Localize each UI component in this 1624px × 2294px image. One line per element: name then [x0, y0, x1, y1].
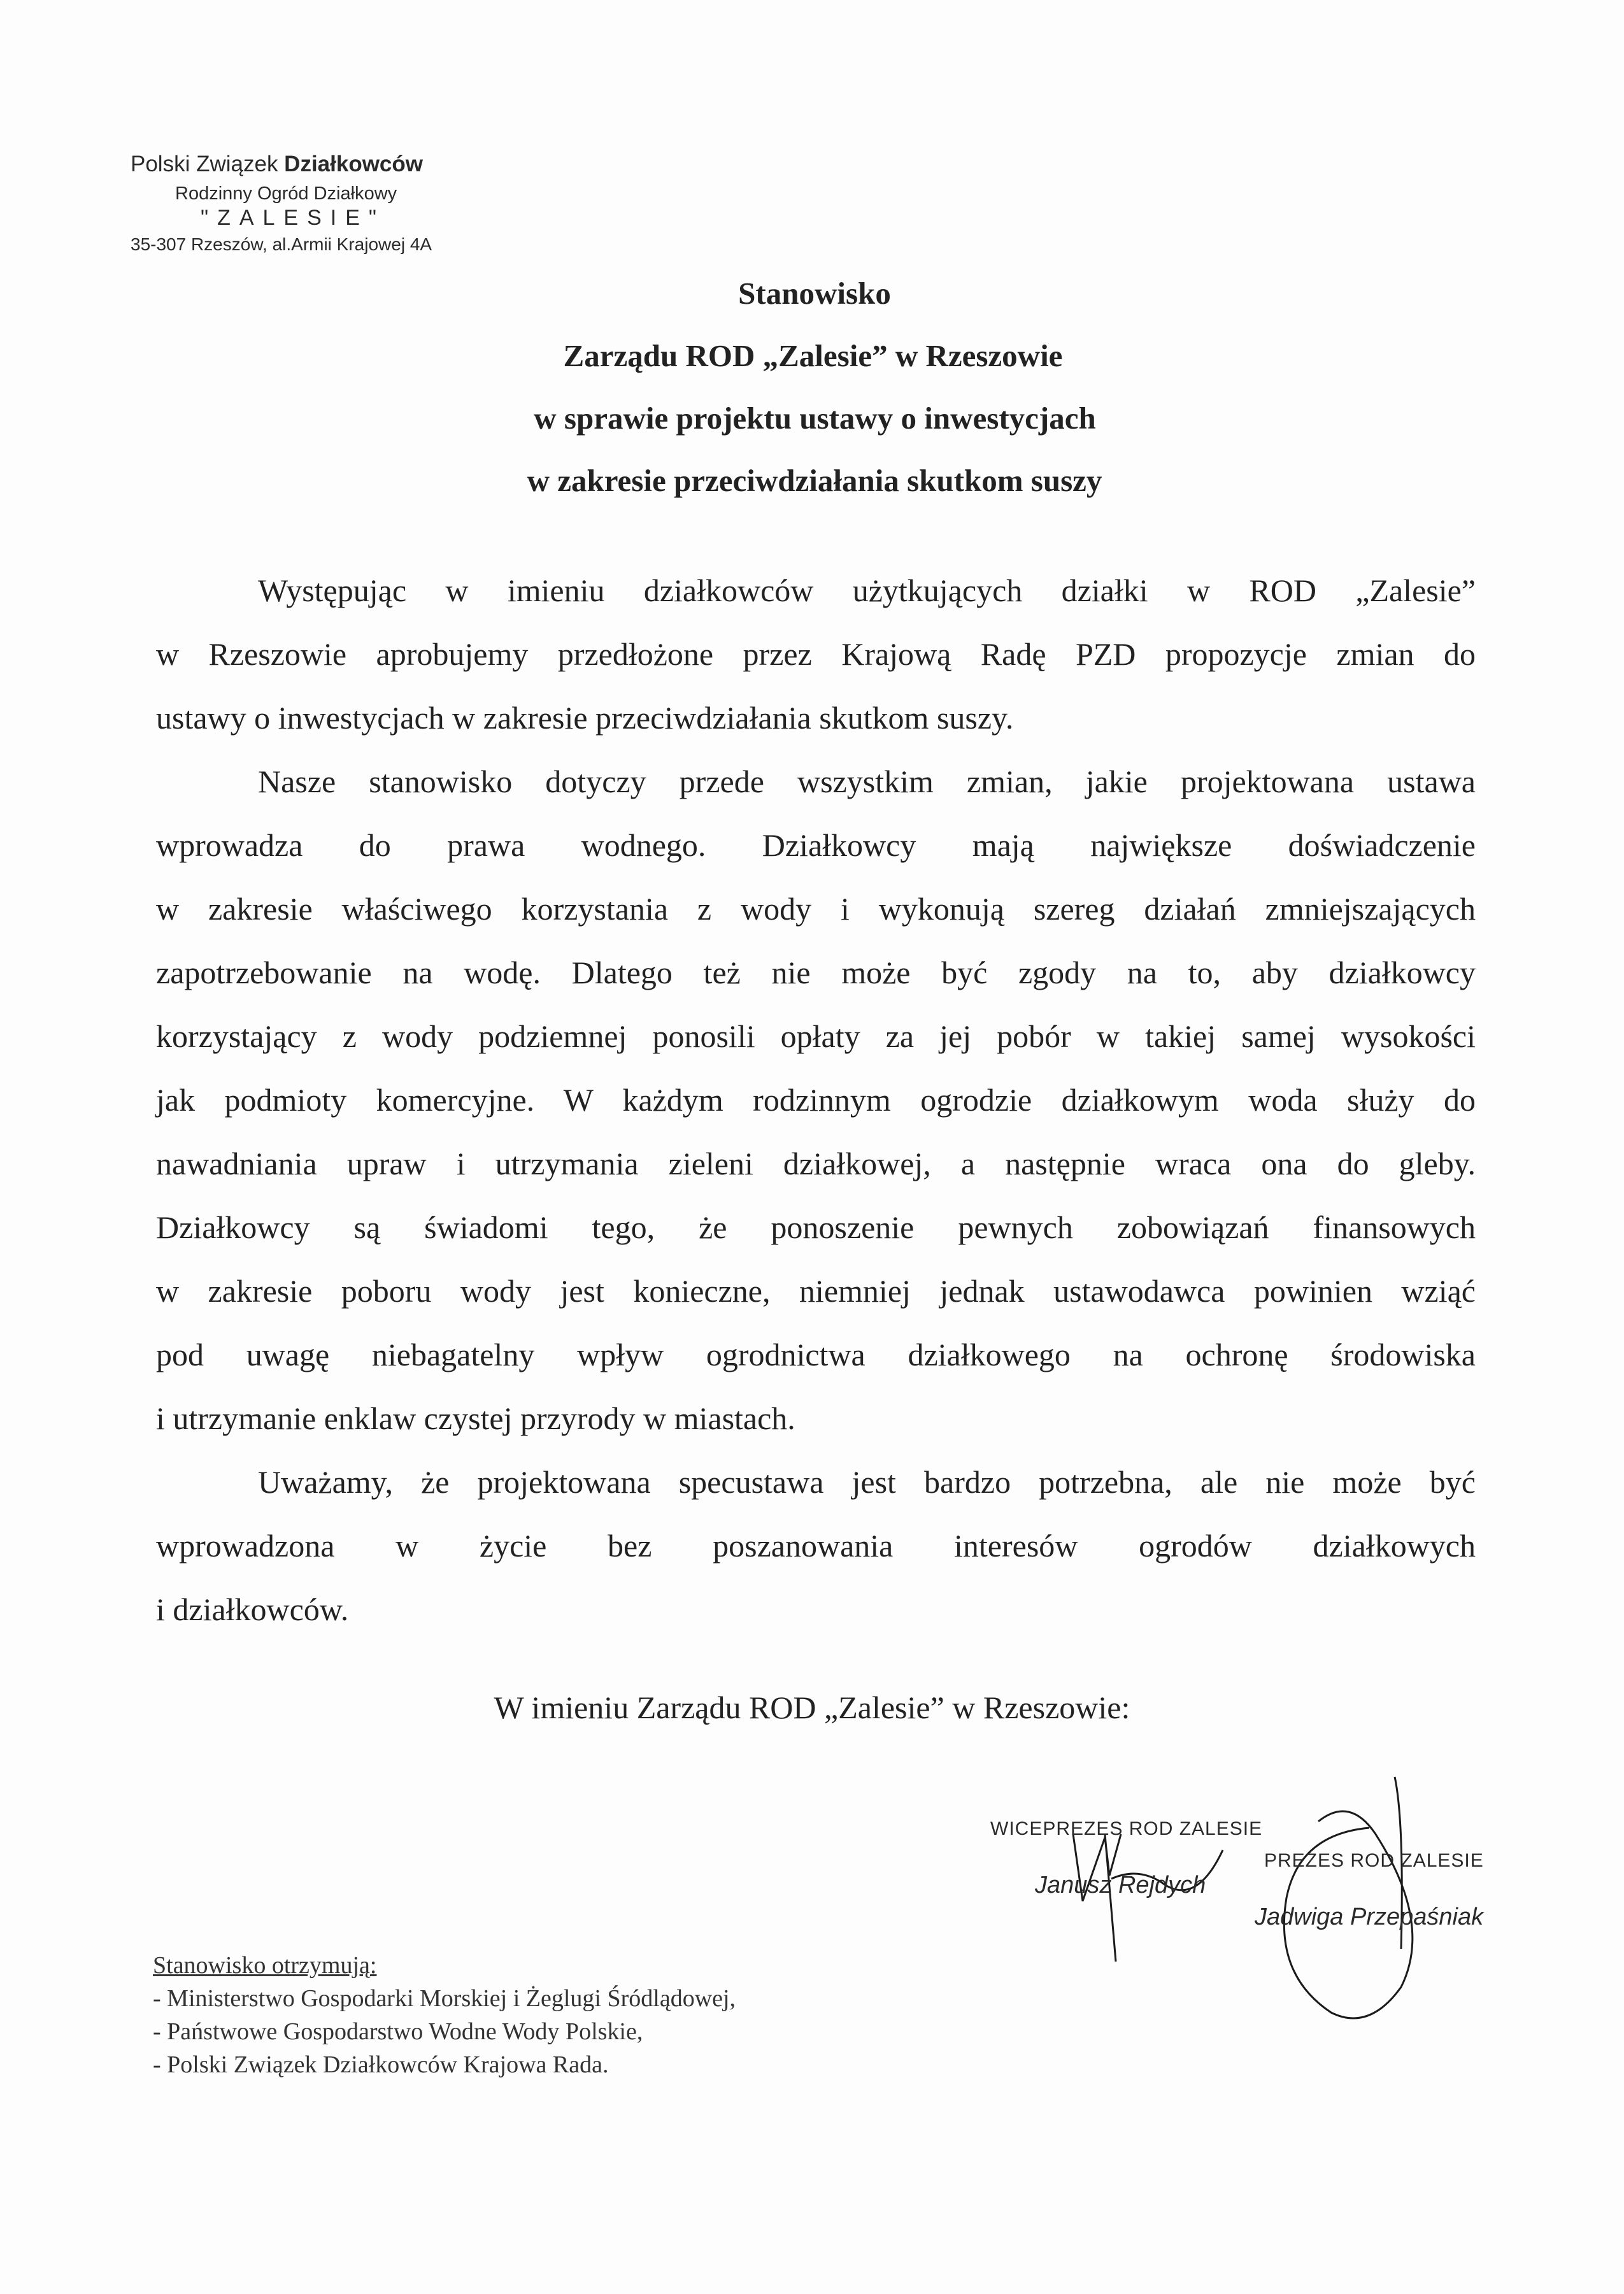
- closing-line: W imieniu Zarządu ROD „Zalesie” w Rzeszowie:: [494, 1690, 1130, 1725]
- signature-president-name: Jadwiga Przepaśniak: [1255, 1904, 1484, 1930]
- recipients-list: [153, 1949, 736, 2081]
- paragraph-2-line: korzystający z wody podziemnej ponosili opłaty za jej pobór w takiej samej wysokości: [156, 1018, 1476, 1054]
- signature-vice-president: [990, 1818, 1262, 1899]
- paragraph-2-line: i utrzymanie enklaw czystej przyrody w miastach.: [156, 1400, 795, 1436]
- paragraph-1-line: w Rzeszowie aprobujemy przedłożone przez Krajową Radę PZD propozycje zmian do: [156, 636, 1476, 672]
- paragraph-2-line: wprowadza do prawa wodnego. Działkowcy mają największe doświadczenie: [156, 827, 1476, 863]
- paragraph-2-line: jak podmioty komercyjne. W każdym rodzinnym ogrodzie działkowym woda służy do: [156, 1082, 1476, 1118]
- signature-president: [1255, 1850, 1484, 1931]
- stamp-line-3: "ZALESIE": [201, 206, 385, 230]
- document-subtitle-line-3: w zakresie przeciwdziałania skutkom suszy: [527, 463, 1102, 498]
- paragraph-2-line: pod uwagę niebagatelny wpływ ogrodnictwa działkowego na ochronę środowiska: [156, 1337, 1476, 1372]
- paragraph-2-line: zapotrzebowanie na wodę. Dlatego też nie może być zgody na to, aby działkowcy: [156, 955, 1476, 990]
- paragraph-2-line: Działkowcy są świadomi tego, że ponoszenie pewnych zobowiązań finansowych: [156, 1209, 1476, 1245]
- paragraph-3-line: Uważamy, że projektowana specustawa jest bardzo potrzebna, ale nie może być: [258, 1464, 1476, 1500]
- document-title: Stanowisko: [738, 276, 891, 311]
- paragraph-3-line: i działkowców.: [156, 1592, 349, 1627]
- recipient-item: - Ministerstwo Gospodarki Morskiej i Żeglugi Śródlądowej,: [153, 1985, 736, 2012]
- signature-president-title: PREZES ROD ZALESIE: [1264, 1850, 1484, 1871]
- stamp-line-4: 35-307 Rzeszów, al.Armii Krajowej 4A: [131, 234, 432, 254]
- paragraph-1-line: Występując w imieniu działkowców użytkujących działki w ROD „Zalesie”: [258, 573, 1476, 608]
- paragraph-3-line: wprowadzona w życie bez poszanowania interesów ogrodów działkowych: [156, 1528, 1476, 1564]
- signature-vice-president-name: Janusz Rejdych: [1035, 1872, 1206, 1899]
- paragraph-2-line: Nasze stanowisko dotyczy przede wszystkim zmian, jakie projektowana ustawa: [258, 764, 1476, 799]
- stamp-line-1-bold: Działkowców: [284, 152, 423, 176]
- paragraph-2-line: w zakresie właściwego korzystania z wody i wykonują szereg działań zmniejszających: [156, 891, 1476, 927]
- paragraph-2-line: w zakresie poboru wody jest konieczne, niemniej jednak ustawodawca powinien wziąć: [156, 1273, 1476, 1309]
- paragraph-2-line: nawadniania upraw i utrzymania zieleni działkowej, a następnie wraca ona do gleby.: [156, 1146, 1476, 1181]
- recipient-item: - Polski Związek Działkowców Krajowa Rada.: [153, 2051, 609, 2078]
- recipient-item: - Państwowe Gospodarstwo Wodne Wody Polskie,: [153, 2018, 643, 2045]
- stamp-line-1: [131, 152, 525, 177]
- document-subtitle-line-1: Zarządu ROD „Zalesie” w Rzeszowie: [563, 338, 1063, 373]
- signature-vice-president-title: WICEPREZES ROD ZALESIE: [990, 1818, 1263, 1839]
- document-subtitle-line-2: w sprawie projektu ustawy o inwestycjach: [534, 401, 1096, 436]
- recipients-heading: Stanowisko otrzymują:: [153, 1952, 377, 1979]
- paragraph-1-line: ustawy o inwestycjach w zakresie przeciwdziałania skutkom suszy.: [156, 700, 1014, 736]
- stamp-line-1-prefix: Polski Związek: [131, 152, 285, 176]
- stamp-line-2: Rodzinny Ogród Działkowy: [175, 183, 397, 204]
- organization-stamp: [131, 152, 525, 255]
